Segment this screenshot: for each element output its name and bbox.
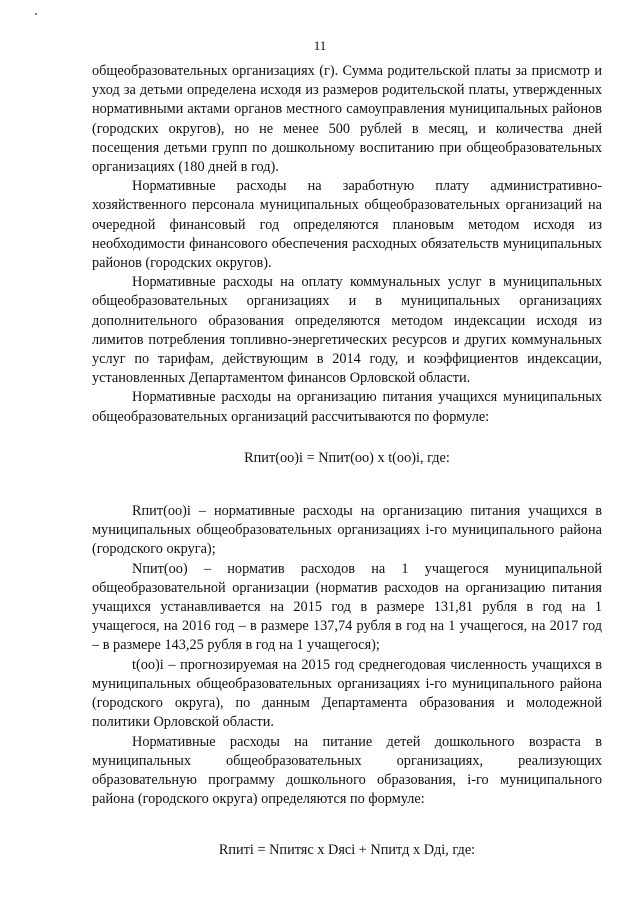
formula-food-preschool: Rпитi = Nпитяс x Dясi + Nпитд x Dдi, где: [218, 842, 476, 859]
paragraph-4: Нормативные расходы на организацию питания учащихся муниципальных общеобразовательных организаций рассчитываются по формуле: [92, 389, 602, 425]
paragraph-preschool: Нормативные расходы на питание детей дошкольного возраста в муниципальных общеобразовательных организациях, реализующих образовательную программу дошкольного образования, i-го муниципального района (городского округа) определяются по формуле: [92, 733, 602, 808]
paragraph-1: общеобразовательных организациях (г). Сумма родительской платы за присмотр и уход за детьми определена исходя из размеров родительской платы, утвержденных нормативными актами органов местного самоуправления муниципальных районов (городских округов), но не менее 500 рублей в месяц, и количества дней посещения детьми групп по дошкольному воспитанию при общеобразовательных организациях (180 дней в год). [92, 63, 602, 176]
page-number: 11 [313, 38, 327, 53]
scan-speck [35, 13, 37, 15]
document-body [92, 62, 602, 861]
formula-food-school: Rпит(оо)i = Nпит(оо) x t(оо)i, где: [244, 449, 450, 466]
paragraph-2: Нормативные расходы на заработную плату административно-хозяйственного персонала муниципальных общеобразовательных организаций на очередной финансовый год определяются плановым методом исходя из необходимости финансового обеспечения расходных обязательств муниципальных районов (городских округов). [92, 178, 602, 272]
paragraph-3: Нормативные расходы на оплату коммунальных услуг в муниципальных общеобразовательных организациях и в муниципальных организациях дополнительного образования определяются методом индексации исходя из лимитов потребления топливно-энергетических ресурсов и других коммунальных услуг по тарифам, действующим в 2014 году, и коэффициентов индексации, установленных Департаментом финансов Орловской области. [92, 274, 602, 387]
definition-t: t(оо)i – прогнозируемая на 2015 год среднегодовая численность учащихся в муниципальных общеобразовательных организациях i-го муниципального района (городского округа), по данным Департамента образования и молодежной политики Орловской области. [92, 656, 602, 731]
definition-r-pit: Rпит(оо)i – нормативные расходы на организацию питания учащихся в муниципальных общеобразовательных организациях i-го муниципального района (городского округа); [92, 503, 602, 558]
definition-n-pit: Nпит(оо) – норматив расходов на 1 учащегося муниципальной общеобразовательной организации (норматив расходов на организацию питания учащихся устанавливается на 2015 год в размере 131,81 рубля в год на 1 учащегося, на 2016 год – в размере 137,74 рубля в год на 1 учащегося, на 2017 год – в размере 143,25 рубля в год на 1 учащегося); [92, 560, 602, 654]
